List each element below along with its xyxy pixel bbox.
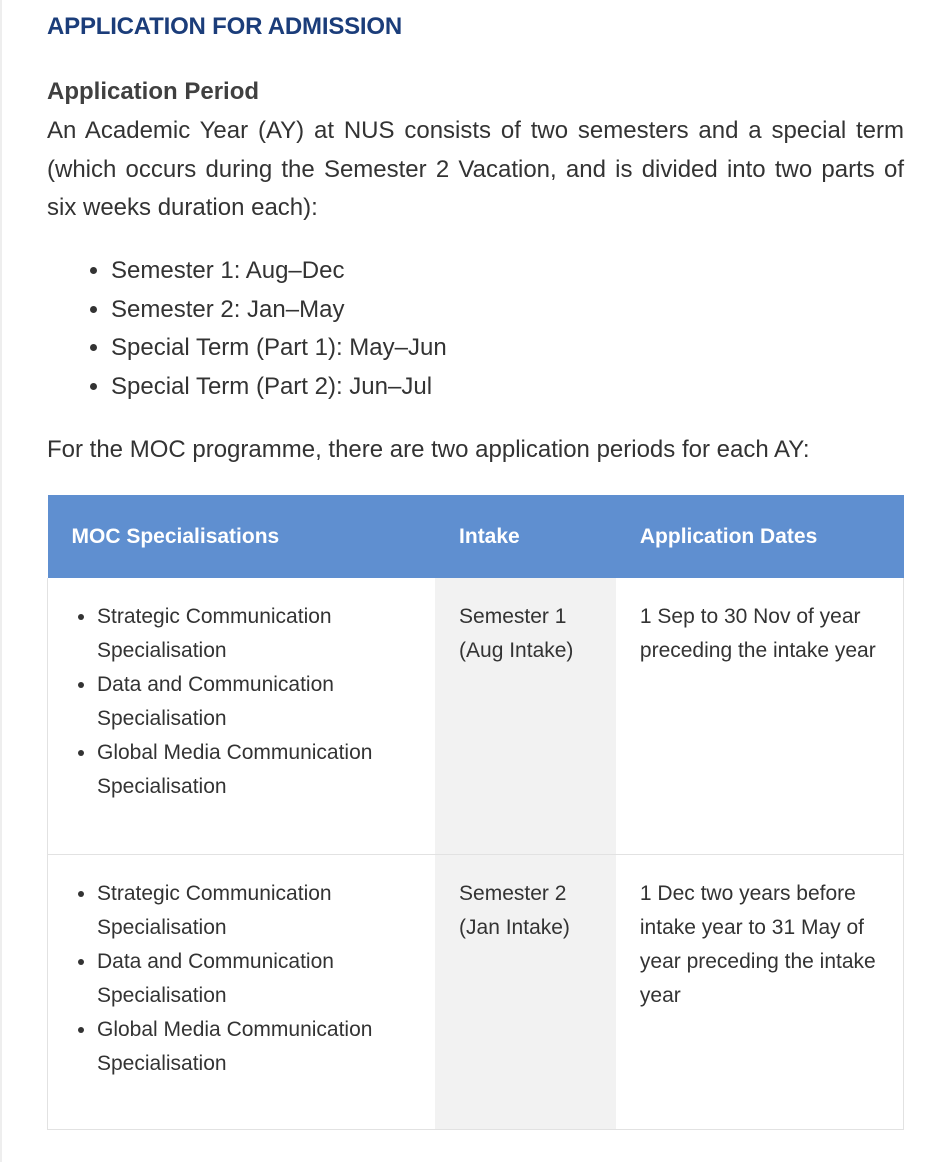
- term-list: [47, 252, 447, 406]
- term-list-item: • Semester 1: Aug–Dec: [111, 252, 447, 291]
- table-header-row: [48, 495, 904, 578]
- application-dates-cell: 1 Sep to 30 Nov of year preceding the intake year: [616, 578, 904, 854]
- table-row: [48, 578, 904, 854]
- term-list-item: • Special Term (Part 2): Jun–Jul: [111, 368, 447, 407]
- application-periods-table: [47, 495, 904, 1130]
- intake-cell: [435, 854, 616, 1129]
- page-left-border: [0, 0, 2, 1162]
- specialisation-list: [48, 877, 415, 1081]
- specialisation-list: [48, 600, 415, 804]
- term-list-item: • Semester 2: Jan–May: [111, 291, 447, 330]
- header-application-dates: Application Dates: [616, 495, 904, 578]
- section-heading-application-period: Application Period: [47, 78, 260, 105]
- specialisation-item: • Global Media Communication Specialisation: [97, 736, 415, 804]
- application-dates-cell: 1 Dec two years before intake year to 31 May of year preceding the intake year: [616, 854, 904, 1129]
- specialisation-item: • Data and Communication Specialisation: [97, 945, 415, 1013]
- specialisation-item: • Global Media Communication Specialisation: [97, 1013, 415, 1081]
- specialisation-item: • Data and Communication Specialisation: [97, 668, 415, 736]
- intake-month: (Jan Intake): [459, 915, 570, 939]
- page-title: APPLICATION FOR ADMISSION: [47, 13, 403, 40]
- header-intake: Intake: [435, 495, 616, 578]
- specialisations-cell: [48, 578, 436, 854]
- intake-semester: Semester 2: [459, 881, 567, 905]
- intake-cell: [435, 578, 616, 854]
- intake-semester: Semester 1: [459, 605, 567, 628]
- specialisations-cell: [48, 854, 436, 1129]
- table-row: [48, 854, 904, 1129]
- specialisation-item: • Strategic Communication Specialisation: [97, 877, 415, 945]
- header-specialisations: MOC Specialisations: [48, 495, 436, 578]
- term-list-item: • Special Term (Part 1): May–Jun: [111, 329, 447, 368]
- application-periods-intro: For the MOC programme, there are two application periods for each AY:: [47, 436, 810, 463]
- intro-paragraph: An Academic Year (AY) at NUS consists of two semesters and a special term (which occurs during the Semester 2 Vacation, and is divided into two parts of six weeks duration each):: [47, 117, 904, 221]
- specialisation-item: • Strategic Communication Specialisation: [97, 600, 415, 668]
- intake-month: (Aug Intake): [459, 639, 574, 662]
